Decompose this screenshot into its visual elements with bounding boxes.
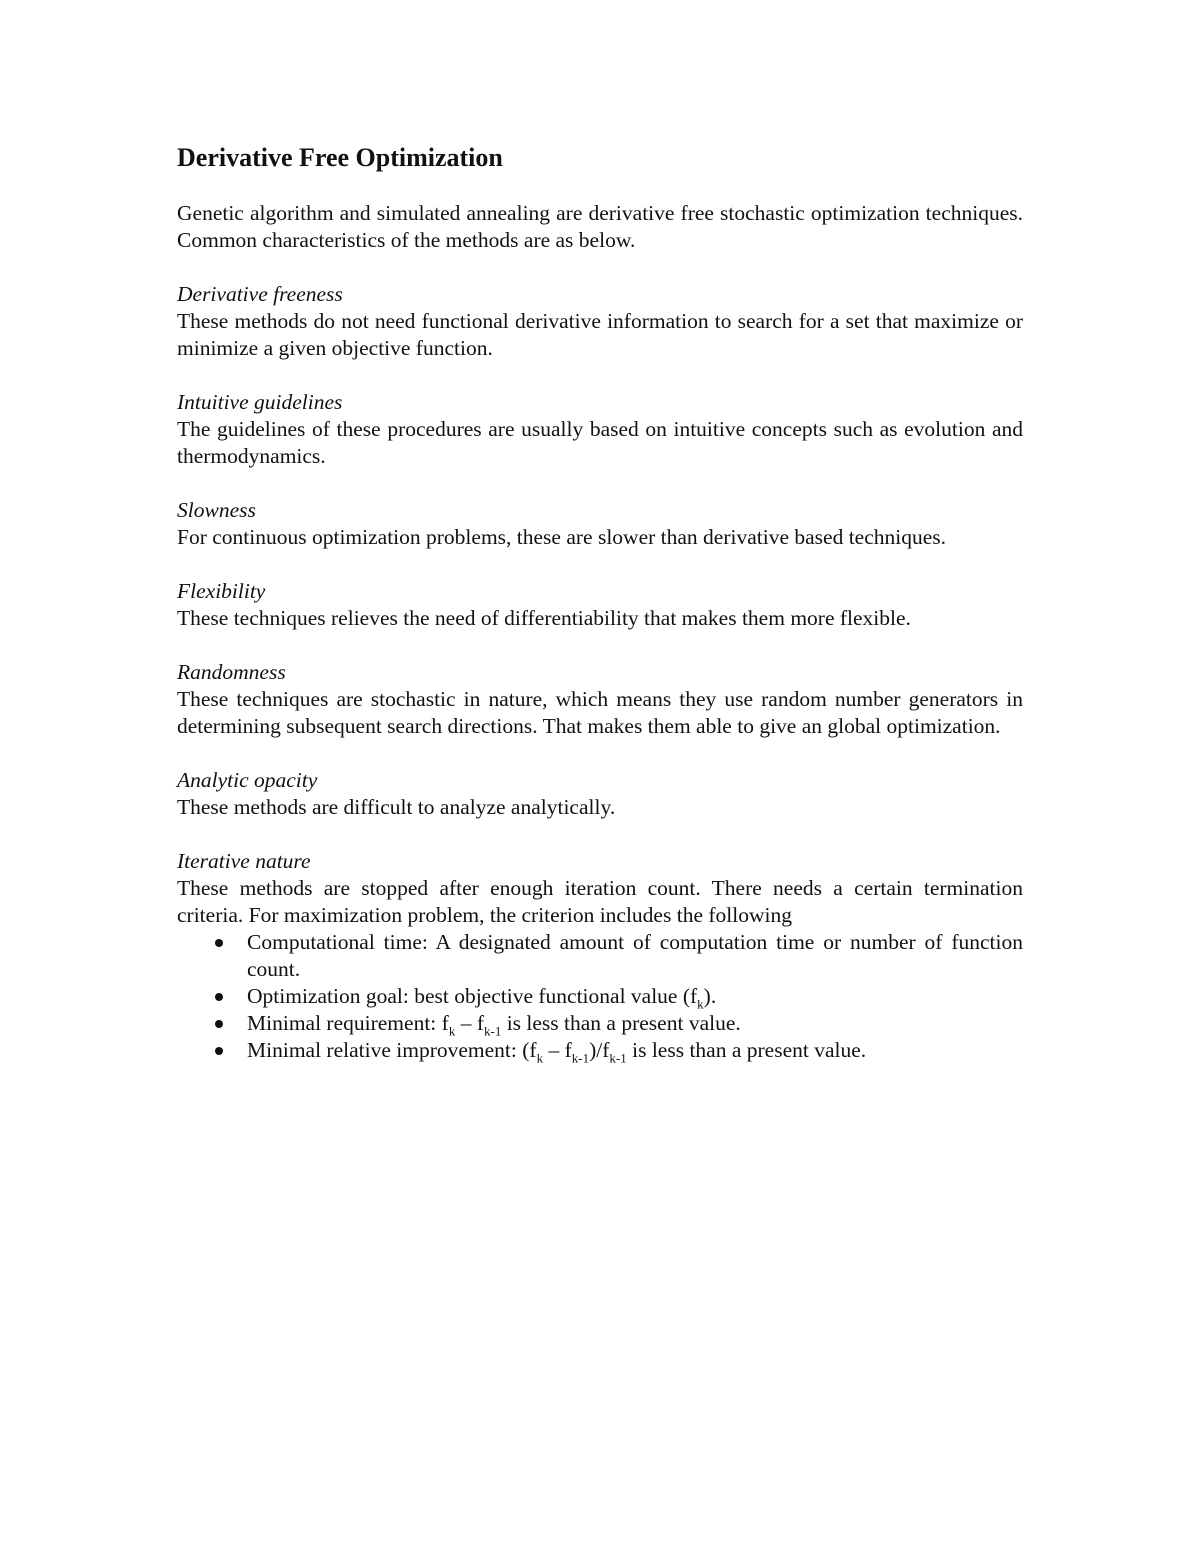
section-heading: Flexibility xyxy=(177,579,266,603)
section-iterative-nature xyxy=(177,848,1023,1064)
section-heading: Iterative nature xyxy=(177,849,311,873)
subscript: k-1 xyxy=(609,1050,627,1066)
bullet-icon xyxy=(215,993,223,1001)
section-heading: Randomness xyxy=(177,660,286,684)
section-derivative-freeness xyxy=(177,281,1023,362)
criterion-minrel-text: Minimal relative improvement: (f xyxy=(247,1038,537,1062)
bullet-icon xyxy=(215,1047,223,1055)
section-body: These methods do not need functional derivative information to search for a set that maximize or minimize a given objective function. xyxy=(177,309,1023,360)
bullet-icon xyxy=(215,1020,223,1028)
section-randomness xyxy=(177,659,1023,740)
subscript: k xyxy=(697,996,704,1012)
section-body: These techniques relieves the need of differentiability that makes them more flexible. xyxy=(177,606,911,630)
criterion-minrel-op: – f xyxy=(543,1038,572,1062)
criterion-minreq-op: – f xyxy=(455,1011,484,1035)
section-heading: Derivative freeness xyxy=(177,282,343,306)
list-item xyxy=(177,1037,1023,1064)
bullet-icon xyxy=(215,939,223,947)
document-title: Derivative Free Optimization xyxy=(177,143,503,172)
section-intuitive-guidelines xyxy=(177,389,1023,470)
section-heading: Analytic opacity xyxy=(177,768,318,792)
criterion-minrel-mid: )/f xyxy=(589,1038,610,1062)
subscript: k-1 xyxy=(483,1023,502,1039)
intro-paragraph: Genetic algorithm and simulated annealing are derivative free stochastic optimization techniques. Common characteristics of the methods are as below. xyxy=(177,201,1023,252)
document-page xyxy=(177,138,1023,1064)
section-body: These methods are stopped after enough iteration count. There needs a certain termination criteria. For maximization problem, the criterion includes the following xyxy=(177,876,1023,927)
list-item xyxy=(177,983,1023,1010)
section-heading: Slowness xyxy=(177,498,256,522)
section-body: For continuous optimization problems, these are slower than derivative based techniques. xyxy=(177,525,947,549)
subscript: k xyxy=(536,1050,544,1066)
list-item xyxy=(177,929,1023,983)
criterion-minrel-end: is less than a present value. xyxy=(626,1038,867,1062)
criterion-goal-text: Optimization goal: best objective functional value (f xyxy=(247,984,698,1008)
list-item xyxy=(177,1010,1023,1037)
section-body: The guidelines of these procedures are usually based on intuitive concepts such as evolution and thermodynamics. xyxy=(177,417,1023,468)
criterion-minreq-end: is less than a present value. xyxy=(501,1011,741,1035)
section-flexibility xyxy=(177,578,1023,632)
subscript: k xyxy=(448,1023,456,1039)
section-body: These methods are difficult to analyze analytically. xyxy=(177,795,616,819)
criterion-goal-end: ). xyxy=(703,984,717,1008)
section-body: These techniques are stochastic in nature, which means they use random number generators in determining subsequent search directions. That makes them able to give an global optimization. xyxy=(177,687,1023,738)
criterion-computational-time: Computational time: A designated amount of computation time or number of function count. xyxy=(247,930,1023,981)
criteria-list xyxy=(177,929,1023,1064)
section-heading: Intuitive guidelines xyxy=(177,390,343,414)
section-analytic-opacity xyxy=(177,767,1023,821)
subscript: k-1 xyxy=(571,1050,590,1066)
criterion-minreq-text: Minimal requirement: f xyxy=(247,1011,449,1035)
section-slowness xyxy=(177,497,1023,551)
